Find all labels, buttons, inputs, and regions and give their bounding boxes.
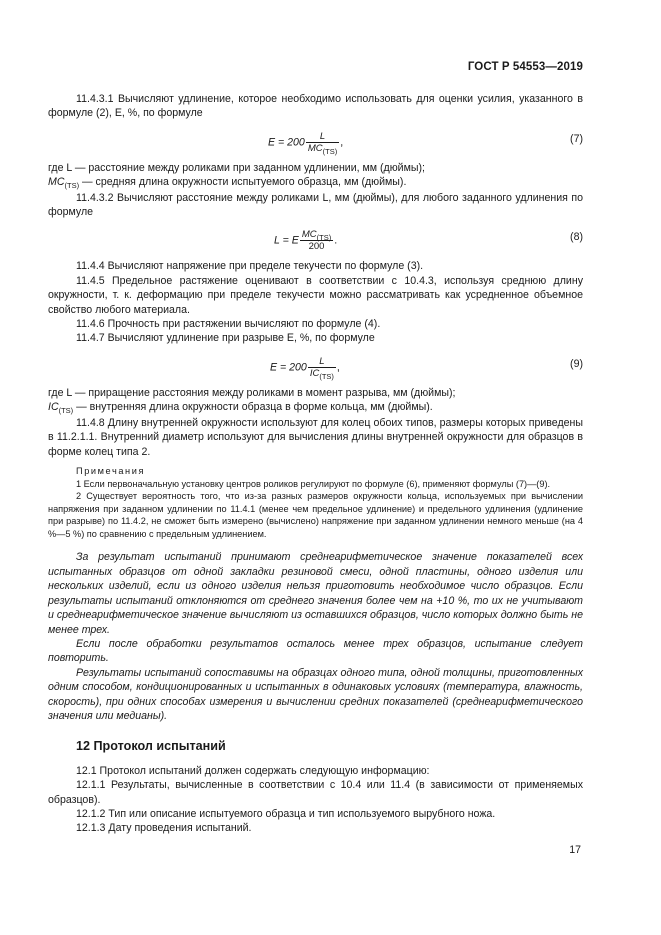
formula-8-fraction [300,229,333,252]
where-2-symbol: IC [48,401,59,414]
clause-12-1: 12.1 Протокол испытаний должен содержать следующую информацию: [76,764,430,777]
clause-11-4-8: 11.4.8 Длину внутренней окружности используют для колец обоих типов, размеры которых приведены в 11.2.1.1. Внутренний диаметр используют для вычисления длины внутренней окружности для образцов в форме колец типа 2. [48,416,583,458]
formula-9-fraction [308,356,336,379]
where-1-text: — средняя длина окружности испытуемого образца, мм (дюймы). [79,176,407,189]
formula-7-numerator: L [319,130,326,142]
formula-9-lhs: E = 200 [270,361,307,374]
clause-12-1-3: 12.1.3 Дату проведения испытаний. [76,822,252,835]
section-12-title: 12 Протокол испытаний [76,739,226,754]
formula-7-lhs: E = 200 [268,136,305,149]
where-2-text: — внутренняя длина окружности образца в форме кольца, мм (дюймы). [73,401,433,414]
clause-11-4-5: 11.4.5 Предельное растяжение оценивают в соответствии с 10.4.3, используя среднюю длину окружности, т. к. деформацию при пределе текучести можно рассматривать как усредненное объемное свойство любого материала. [48,274,583,316]
formula-8-expr [274,229,337,252]
formula-8-tail: . [334,234,338,247]
formula-7-tail: , [340,136,344,149]
clause-11-4-3-1: 11.4.3.1 Вычисляют удлинение, которое необходимо использовать для оценки усилия, указанного в формуле (2), E, %, по формуле [48,93,583,120]
formula-7-number: (7) [570,132,583,145]
clause-12-1-1: 12.1.1 Результаты, вычисленные в соответствии с 10.4 или 11.4 (в зависимости от применяемых образцов). [48,779,583,806]
clause-11-4-6: 11.4.6 Прочность при растяжении вычисляют по формуле (4). [76,318,381,331]
formula-9 [48,350,583,380]
formula-8-num-symbol: MC [301,229,317,241]
where-1-line-b [48,175,583,190]
formula-7-fraction [306,131,339,154]
formula-9-number: (9) [570,357,583,370]
clause-11-4-7: 11.4.7 Вычисляют удлинение при разрыве E, %, по формуле [76,332,375,345]
formula-7-expr [268,131,343,154]
formula-9-den-symbol: IC [309,367,320,379]
where-2-line-a: где L — приращение расстояния между роликами в момент разрыва, мм (дюймы); [48,386,456,399]
formula-9-expr [270,356,340,379]
where-1-subscript: (TS) [64,181,80,191]
formula-8 [48,223,583,253]
italic-paragraph-3: Результаты испытаний сопоставимы на образцах одного типа, одной толщины, приготовленных одним способом, кондиционированных и испытанных в одинаковых условиях (температура, влажность, скорость), при одних способах измерения и вычислении средних показателей (среднеарифметического значения или медианы). [48,666,583,722]
formula-8-denominator: 200 [300,240,333,252]
where-2-line-b [48,400,583,415]
notes-heading: Примечания [76,465,146,476]
formula-8-num-subscript: (TS) [316,233,332,243]
formula-7-den-subscript: (TS) [322,146,338,156]
formula-8-lhs: L = E [274,234,299,247]
formula-8-numerator [300,229,333,243]
note-2: 2 Существует вероятность того, что из-за разных размеров окружности кольца, используемых при вычислении напряжения при заданном удлинении по 11.4.1 (менее чем предельное удлинение) и предельного удлинения (удлинение при разрыве) по 11.4.2, не сможет быть измерено (вычислено) напряжение при заданном удлинении немного меньше (на 4 %—5 %) по сравнению с предельным удлинением. [48,491,583,539]
formula-8-number: (8) [570,231,583,244]
formula-9-numerator: L [319,355,325,367]
where-2-subscript: (TS) [58,406,74,416]
clause-11-4-3-2: 11.4.3.2 Вычисляют расстояние между роликами L, мм (дюймы), для любого заданного удлинения по формуле [48,191,583,219]
clause-11-4-4: 11.4.4 Вычисляют напряжение при пределе текучести по формуле (3). [76,260,424,273]
page-number: 17 [569,844,581,856]
formula-9-denominator [308,367,336,379]
formula-9-tail: , [336,361,340,374]
where-1-line-a: где L — расстояние между роликами при заданном удлинении, мм (дюймы); [48,161,425,174]
note-1: 1 Если первоначальную установку центров роликов регулируют по формуле (6), применяют формулы (7)—(9). [76,478,551,489]
standard-header: ГОСТ Р 54553—2019 [467,61,583,73]
where-1-symbol: MC [48,176,65,189]
formula-7-denominator [306,142,339,154]
italic-paragraph-2: Если после обработки результатов осталось менее трех образцов, испытание следует повторить. [48,637,583,665]
italic-paragraph-1: За результат испытаний принимают среднеарифметическое значение показателей всех испытанных образцов от одной закладки резиновой смеси, одной пластины, одного изделия или нескольких изделий, если из одного изделия нельзя приготовить необходимое число образцов. Если результаты испытаний отклоняются от среднего значения более чем на +10 %, то их не учитывают и среднеарифметическое значение вычисляют из оставшихся образцов, число которых должно быть не менее трех. [48,551,583,636]
formula-9-den-subscript: (TS) [319,371,334,381]
document-body [48,92,583,836]
formula-7 [48,125,583,155]
formula-7-den-symbol: MC [307,142,323,154]
clause-12-1-2: 12.1.2 Тип или описание испытуемого образца и тип используемого вырубного ножа. [76,807,496,820]
